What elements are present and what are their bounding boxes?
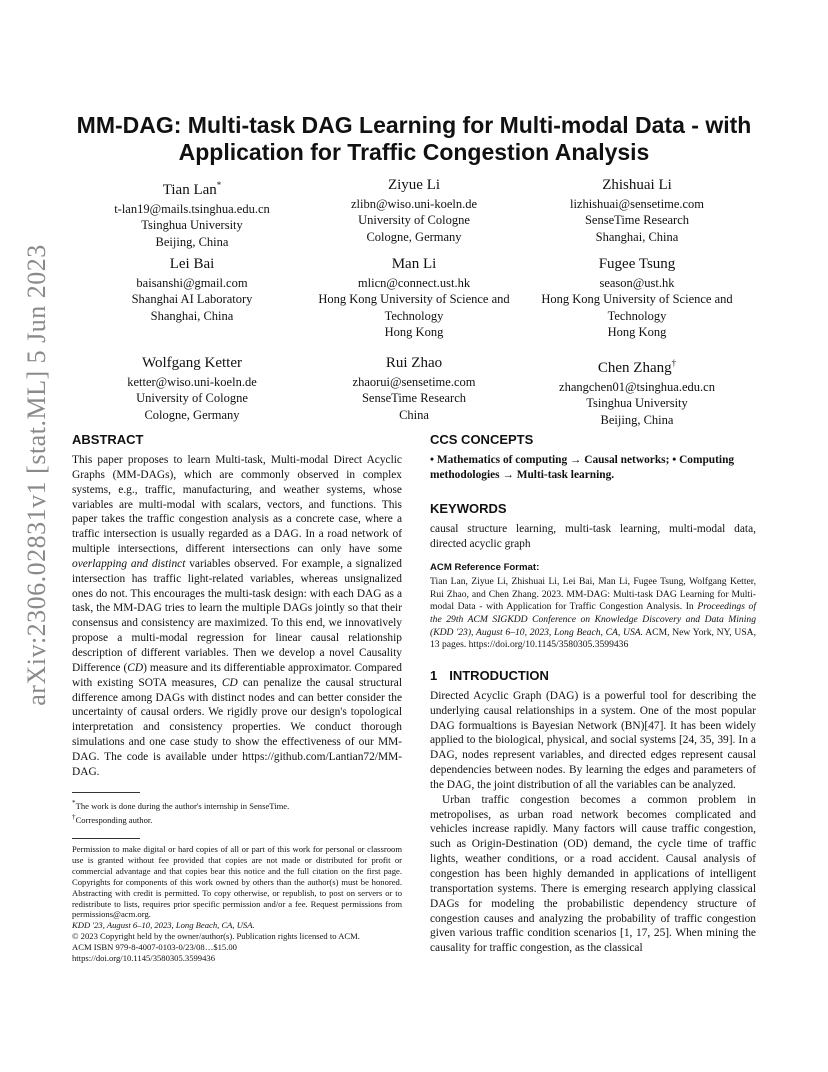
author-affiliation: Beijing, China — [600, 412, 674, 427]
arxiv-identifier-stamp — [22, 244, 52, 706]
arxiv-identifier-text: arXiv:2306.02831v1 [stat.ML] 5 Jun 2023 — [22, 244, 51, 706]
section-number: 1 — [430, 667, 438, 683]
acm-ref-part: ACM, New York, NY, USA, 13 pages. https://doi.org/10.1145/3580305.3599436 — [430, 626, 756, 651]
footnote-text: Corresponding author. — [75, 815, 153, 826]
footnote-internship — [72, 798, 402, 813]
author-affiliation: Shanghai, China — [150, 308, 234, 323]
author-email[interactable]: lizhishuai@sensetime.com — [569, 197, 705, 211]
author-footnote-mark: † — [671, 358, 677, 368]
author-card — [294, 177, 534, 245]
acm-ref-part: Tian Lan, Ziyue Li, Zhishuai Li, Lei Bai, Man Li, Fugee Tsung, Wolfgang Ketter, Rui Zhao, and Chen Zhang. 2023. MM-DAG: Multi-task DAG Learning for Multi-modal Data - with Application for Traffic Congestion Analysis. In — [430, 576, 756, 613]
abstract-heading: ABSTRACT — [72, 432, 144, 447]
intro-paragraph-1: Directed Acyclic Graph (DAG) is a powerful tool for describing the underlying causal relationships in a system. One of the most popular DAG formualtions is Bayesian Network (BN)[47]. It has been widely applied to the biological, physical, and social systems [24, 35, 39]. In a DAG, nodes represent variables, and directed edges represent causal dependencies between nodes. By learning the edges and parameters of the DAG, the joint distribution of all the variables can be analyzed. — [430, 689, 756, 791]
author-affiliation: Tsinghua University — [586, 396, 688, 411]
author-name-text: Rui Zhao — [385, 355, 443, 371]
author-name-text: Chen Zhang — [597, 360, 672, 376]
acm-ref-heading: ACM Reference Format: — [430, 561, 540, 573]
title-line-2: Application for Traffic Congestion Analysis — [178, 139, 650, 165]
author-email[interactable]: t-lan19@mails.tsinghua.edu.cn — [114, 202, 270, 216]
author-affiliation: Hong Kong — [607, 325, 667, 340]
acm-ref-emphasis: Proceedings of the 29th ACM SIGKDD Conference on Knowledge Discovery and Data Mining (KDD '23), August 6–10, 2023, Long Beach, CA, USA. — [430, 601, 756, 638]
author-name — [72, 177, 312, 199]
author-name — [72, 355, 312, 372]
author-affiliation: University of Cologne — [136, 391, 248, 406]
author-affiliation: Cologne, Germany — [144, 407, 240, 422]
abstract-emphasis: CD — [221, 676, 238, 689]
author-affiliation: Hong Kong University of Science and — [541, 292, 733, 307]
intro-paragraph-2: Urban traffic congestion becomes a common problem in metropolises, as urban road network becomes complicated and vehicles increase rapidly. Many factors will cause traffic congestion, such as Origin-Destination (OD) demand, the cycle time of traffic lights, weather conditions, or a road accident. Causal analysis of congestion has been highly demanded in applications of intelligent transportation systems. There is emerging research applying classical DAGs for modeling the probabilistic dependency structure of congestion causes and analyzing the probability of traffic congestion given various traffic condition scenarios [1, 17, 25]. When mining the causality for traffic congestion, as the classical — [430, 793, 756, 955]
right-column — [430, 432, 756, 956]
footnote-mark: † — [72, 813, 76, 822]
isbn-line: ACM ISBN 979-8-4007-0103-0/23/08…$15.00 — [72, 942, 237, 953]
permission-rule — [72, 838, 140, 839]
doi-link[interactable]: https://doi.org/10.1145/3580305.3599436 — [72, 953, 215, 964]
author-name — [294, 256, 534, 273]
abstract-part: variables observed. For example, a signalized intersection has traffic light-related variables, whereas unsignalized ones do not. This encourages the multi-task design: with each DAG as a task, the MM-DAG tries to learn the multiple DAGs jointly so that their consensus and consistency are maximized. To this end, we innovatively propose a multi-modal regression for linear causal relationship description of different variables. Then we develop a novel Causality Difference ( — [72, 557, 402, 674]
author-name — [72, 256, 312, 273]
author-card — [517, 256, 757, 341]
footnote-corresponding — [72, 812, 402, 827]
permission-text: Permission to make digital or hard copies of all or part of this work for personal or classroom use is granted without fee provided that copies are not made or distributed for profit or commercial advantage and that copies bear this notice and the full citation on the first page. Copyrights for components of this work owned by others than the author(s) must be honored. Abstracting with credit is permitted. To copy otherwise, or republish, to post on servers or to redistribute to lists, requires prior specific permission and/or a fee. Request permissions from permissions@acm.org. — [72, 844, 402, 920]
ccs-heading: CCS CONCEPTS — [430, 432, 534, 447]
author-card — [517, 355, 757, 428]
section-title: INTRODUCTION — [449, 667, 549, 683]
author-affiliation: Hong Kong University of Science and — [318, 292, 510, 307]
author-card — [72, 355, 312, 423]
author-affiliation: Cologne, Germany — [366, 229, 462, 244]
author-email[interactable]: season@ust.hk — [599, 276, 675, 290]
author-affiliation: SenseTime Research — [361, 391, 467, 406]
introduction-heading — [430, 668, 756, 683]
author-name-text: Man Li — [391, 256, 437, 272]
author-card — [72, 256, 312, 324]
author-name — [294, 355, 534, 372]
author-name-text: Lei Bai — [169, 256, 215, 272]
author-name — [294, 177, 534, 194]
author-footnote-mark: * — [216, 180, 222, 190]
author-affiliation: Shanghai, China — [595, 229, 679, 244]
abstract-text — [72, 453, 402, 780]
abstract-part: ) measure and its differentiable approximator. Compared with existing SOTA measures, — [72, 661, 402, 689]
abstract-part: This paper proposes to learn Multi-task, Multi-modal Direct Acyclic Graphs (MM-DAGs), which are commonly observed in complex systems, e.g., traffic, manufacturing, and weather systems, whose variables are multi-modal with scalars, vectors, and functions. This paper takes the traffic congestion analysis as a concrete case, where a traffic intersection is usually regarded as a DAG. In a road network of multiple intersections, different intersections can only have some — [72, 454, 402, 556]
author-name-text: Tian Lan — [162, 182, 217, 198]
permission-block — [72, 838, 402, 964]
acm-ref-text — [430, 576, 756, 652]
footnote-rule — [72, 792, 140, 793]
author-name-text: Zhishuai Li — [602, 177, 672, 193]
keywords-heading: KEYWORDS — [430, 501, 507, 516]
author-email[interactable]: mlicn@connect.ust.hk — [357, 276, 471, 290]
author-email[interactable]: zlibn@wiso.uni-koeln.de — [350, 197, 478, 211]
author-name — [517, 177, 757, 194]
abstract-emphasis: overlapping and distinct — [72, 557, 186, 570]
author-affiliation: Hong Kong — [384, 325, 444, 340]
copyright-line: © 2023 Copyright held by the owner/author(s). Publication rights licensed to ACM. — [72, 931, 360, 942]
keywords-text: causal structure learning, multi-task learning, multi-modal data, directed acyclic graph — [430, 523, 756, 550]
footnote-mark: * — [72, 798, 76, 807]
author-name — [517, 256, 757, 273]
author-card — [72, 177, 312, 250]
author-affiliation: Tsinghua University — [141, 218, 243, 233]
author-card — [517, 177, 757, 245]
author-affiliation: University of Cologne — [358, 213, 470, 228]
author-card — [294, 256, 534, 341]
author-affiliation: Beijing, China — [155, 234, 229, 249]
ccs-text: • Mathematics of computing → Causal networks; • Computing methodologies → Multi-task learning. — [430, 454, 735, 481]
author-email[interactable]: baisanshi@gmail.com — [136, 276, 248, 290]
author-email[interactable]: ketter@wiso.uni-koeln.de — [127, 375, 257, 389]
title-line-1: MM-DAG: Multi-task DAG Learning for Multi-modal Data - with — [76, 112, 752, 138]
author-card — [294, 355, 534, 423]
author-name — [517, 355, 757, 377]
author-email[interactable]: zhangchen01@tsinghua.edu.cn — [559, 380, 715, 394]
author-name-text: Fugee Tsung — [598, 256, 676, 272]
author-affiliation: Shanghai AI Laboratory — [131, 292, 253, 307]
footnote-text: The work is done during the author's internship in SenseTime. — [75, 800, 290, 811]
author-email[interactable]: zhaorui@sensetime.com — [352, 375, 476, 389]
abstract-emphasis: CD — [127, 661, 144, 674]
author-name-text: Wolfgang Ketter — [141, 355, 242, 371]
paper-title — [60, 112, 768, 166]
abstract-part: can penalize the causal structural difference among DAGs with distinct nodes and can better consider the uncertainty of causal orders. We rigidly prove our design's topological interpretation and consistency properties. We conduct thorough simulations and one case study to show the effectiveness of our MM-DAG. The code is available under https://github.com/Lantian72/MM-DAG. — [72, 676, 402, 778]
author-name-text: Ziyue Li — [387, 177, 441, 193]
author-affiliation: China — [399, 407, 429, 422]
author-affiliation: Technology — [384, 308, 444, 323]
author-affiliation: SenseTime Research — [584, 213, 690, 228]
left-column — [72, 432, 402, 827]
conference-line: KDD '23, August 6–10, 2023, Long Beach, CA, USA. — [72, 920, 255, 931]
author-affiliation: Technology — [607, 308, 667, 323]
